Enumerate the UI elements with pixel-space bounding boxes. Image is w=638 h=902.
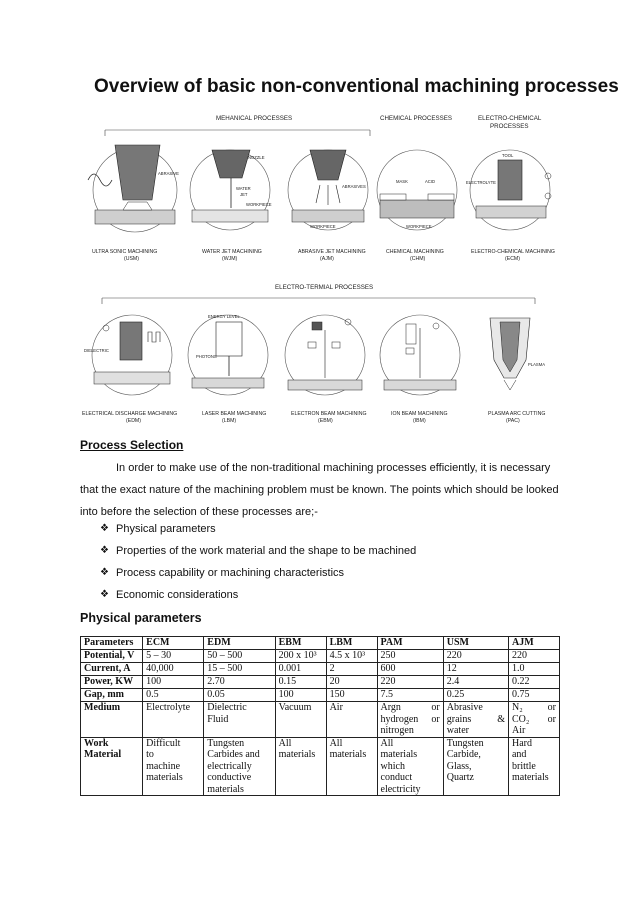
caption-wjm: WATER JET MACHINING [202, 249, 262, 255]
list-item [100, 540, 416, 562]
caption-edm-abbr: (EDM) [126, 418, 141, 424]
label-abrasives: ABRASIVES [342, 184, 366, 189]
cell-line: Abrasive [446, 702, 483, 713]
table-header-cell: ECM [143, 637, 204, 650]
list-item-text: Economic considerations [116, 589, 239, 601]
table-header-row [81, 637, 560, 650]
cell-line: N₂ or [511, 702, 556, 713]
cell-line: and [511, 749, 527, 760]
cell-line: which [380, 760, 405, 772]
cell-line: materials [380, 749, 418, 760]
table-row [81, 663, 560, 676]
cell-line: machine [146, 760, 181, 772]
group-label-electrochemical: ELECTRO-CHEMICAL [478, 115, 542, 122]
table-cell: 200 x 10³ [275, 650, 326, 663]
table-header-cell: Parameters [81, 637, 143, 650]
caption-ecm-abbr: (ECM) [505, 256, 520, 262]
table-cell: 220 [443, 650, 508, 663]
label-dielectric: DIELECTRIC [84, 348, 109, 353]
table-cell: 15 – 500 [204, 663, 275, 676]
cell-line: Dielectric [207, 702, 247, 713]
cell-line: hydrogen or [380, 713, 440, 725]
label-jet: JET [240, 192, 248, 197]
diagram-wjm [190, 150, 272, 262]
table-header-cell: LBM [326, 637, 377, 650]
diamond-bullet-icon: ❖ [100, 567, 109, 578]
cell-line: conduct [380, 772, 413, 783]
row-label: Potential, V [81, 650, 143, 663]
list-item [100, 562, 416, 584]
caption-chm-abbr: (CHM) [410, 256, 426, 262]
table-header-cell: USM [443, 637, 508, 650]
table-cell: 150 [326, 689, 377, 702]
table-cell: 100 [143, 676, 204, 689]
table-cell [326, 737, 377, 796]
group-label-electrothermal: ELECTRO-TERMIAL PROCESSES [275, 284, 374, 291]
list-item [100, 584, 416, 606]
selection-points-list [100, 518, 416, 606]
cell-line: materials [329, 749, 367, 760]
table-cell: 100 [275, 689, 326, 702]
table-cell: 2.4 [443, 676, 508, 689]
label-energy-level: ENERGY LEVEL [208, 314, 240, 319]
cell-line: Hard [511, 737, 532, 749]
diamond-bullet-icon: ❖ [100, 523, 109, 534]
cell-line: conductive [207, 772, 252, 783]
cell-line: Quartz [446, 772, 474, 783]
table-header-cell: EDM [204, 637, 275, 650]
list-item-text: Physical parameters [116, 523, 216, 535]
diagram-ajm [288, 150, 368, 262]
cell-line: CO₂ or [511, 713, 556, 725]
process-selection-paragraph: In order to make use of the non-traditional machining processes efficiently, it is necessary that the exact nature of the machining problem must be known. The points which should be looked into before the selection of these processes are;- [80, 462, 559, 518]
cell-line: All [329, 737, 343, 749]
table-cell: 2 [326, 663, 377, 676]
cell-line: All [278, 737, 292, 749]
cell-line: Glass, [446, 760, 472, 772]
label-workpiece-ajm: WORKPIECE [310, 224, 336, 229]
cell-line: electricity [380, 783, 421, 795]
table-header-cell: EBM [275, 637, 326, 650]
cell-line: to [146, 749, 154, 760]
caption-ibm-abbr: (IBM) [413, 418, 426, 424]
cell-line: materials [207, 783, 244, 795]
table-cell: 0.25 [443, 689, 508, 702]
cell-line: Work [84, 737, 109, 749]
table-cell: 0.15 [275, 676, 326, 689]
table-cell: 0.22 [508, 676, 559, 689]
table-cell: 4.5 x 10³ [326, 650, 377, 663]
row-label: Power, KW [81, 676, 143, 689]
label-electrolyte: ELECTROLYTE [466, 180, 496, 185]
physical-parameters-table [80, 636, 560, 796]
diamond-bullet-icon: ❖ [100, 545, 109, 556]
diagram-lbm [188, 314, 268, 424]
label-workpiece-wjm: WORKPIECE [246, 202, 272, 207]
table-row [81, 689, 560, 702]
cell-line: Air [511, 725, 526, 736]
cell-line: All [380, 737, 394, 749]
cell-line: Tungsten [207, 737, 245, 749]
caption-wjm-abbr: (WJM) [222, 256, 238, 262]
row-label: Medium [81, 702, 143, 738]
table-cell: 0.75 [508, 689, 559, 702]
row-label: Current, A [81, 663, 143, 676]
process-overview-diagram [80, 60, 619, 430]
label-nozzle: NOZZLE [248, 155, 265, 160]
table-cell [204, 702, 275, 738]
cell-line: materials [278, 749, 316, 760]
cell-line: water [446, 725, 469, 736]
list-item-text: Properties of the work material and the shape to be machined [116, 545, 417, 557]
table-cell: 0.05 [204, 689, 275, 702]
table-cell [443, 702, 508, 738]
label-water: WATER [236, 186, 251, 191]
table-row-work-material [81, 737, 560, 796]
diagram-usm [88, 145, 179, 262]
table-cell: Air [326, 702, 377, 738]
table-cell [143, 737, 204, 796]
caption-ajm-abbr: (AJM) [320, 256, 334, 262]
table-cell [508, 702, 559, 738]
table-cell: 2.70 [204, 676, 275, 689]
cell-line: brittle [511, 760, 536, 772]
table-cell [204, 737, 275, 796]
caption-edm: ELECTRICAL DISCHARGE MACHINING [82, 411, 178, 417]
label-abrasive: ABRASIVE [158, 171, 179, 176]
table-cell: 0.001 [275, 663, 326, 676]
table-cell: 0.5 [143, 689, 204, 702]
caption-chm: CHEMICAL MACHINING [386, 249, 444, 255]
table-row-medium [81, 702, 560, 738]
label-photons: PHOTONS [196, 354, 217, 359]
caption-usm: ULTRA SONIC MACHINING [92, 249, 158, 255]
caption-ebm: ELECTRON BEAM MACHINING [291, 411, 367, 417]
table-header-cell: PAM [377, 637, 443, 650]
list-item-text: Process capability or machining characteristics [116, 567, 345, 579]
table-cell [508, 737, 559, 796]
table-cell: 250 [377, 650, 443, 663]
diagram-pac [488, 318, 545, 424]
diagram-ecm [466, 150, 555, 262]
cell-line: electrically [207, 760, 252, 772]
process-overview-figure [80, 60, 619, 430]
cell-line: Argn or [380, 702, 440, 713]
cell-line: Tungsten [446, 737, 484, 749]
diagram-edm [82, 315, 177, 424]
cell-line: grains & [446, 713, 505, 725]
label-plasma: PLASMA [528, 362, 545, 367]
caption-pac: PLASMA ARC CUTTING [488, 411, 546, 417]
diamond-bullet-icon: ❖ [100, 589, 109, 600]
caption-ajm: ABRASIVE JET MACHINING [298, 249, 366, 255]
table-cell: Electrolyte [143, 702, 204, 738]
table-cell: 7.5 [377, 689, 443, 702]
cell-line: materials [511, 772, 549, 783]
caption-lbm: LASER BEAM MACHINING [202, 411, 267, 417]
table-cell [275, 737, 326, 796]
table-cell [377, 737, 443, 796]
table-cell: 40,000 [143, 663, 204, 676]
cell-line: Carbide, [446, 749, 481, 760]
caption-usm-abbr: (USM) [124, 256, 139, 262]
group-label-electrochemical-2: PROCESSES [490, 123, 529, 130]
cell-line: materials [146, 772, 183, 783]
caption-pac-abbr: (PAC) [506, 418, 520, 424]
table-row [81, 650, 560, 663]
table-cell: 600 [377, 663, 443, 676]
process-selection-heading: Process Selection [80, 438, 184, 452]
physical-parameters-heading: Physical parameters [80, 611, 202, 625]
table-cell: 220 [508, 650, 559, 663]
table-row [81, 676, 560, 689]
cell-line: Carbides and [207, 749, 260, 760]
diagram-chm [377, 150, 457, 262]
label-tool: TOOL [502, 153, 514, 158]
group-label-mechanical: MEHANICAL PROCESSES [216, 115, 293, 122]
cell-line: Difficult [146, 737, 181, 749]
table-cell: 20 [326, 676, 377, 689]
cell-line: Material [84, 749, 122, 760]
label-workpiece-chm: WORKPIECE [406, 224, 432, 229]
list-item [100, 518, 416, 540]
caption-ibm: ION BEAM MACHINING [391, 411, 448, 417]
cell-line: nitrogen [380, 725, 414, 736]
table-cell: 50 – 500 [204, 650, 275, 663]
row-label: Gap, mm [81, 689, 143, 702]
label-mask: MASK [396, 179, 408, 184]
caption-lbm-abbr: (LBM) [222, 418, 237, 424]
table-cell: 220 [377, 676, 443, 689]
table-cell: 1.0 [508, 663, 559, 676]
table-cell: Vacuum [275, 702, 326, 738]
diagram-ebm [285, 315, 367, 424]
diagram-ibm [380, 315, 460, 424]
table-cell: 5 – 30 [143, 650, 204, 663]
table-cell [377, 702, 443, 738]
caption-ebm-abbr: (EBM) [318, 418, 333, 424]
caption-ecm: ELECTRO-CHEMICAL MACHINING [471, 249, 555, 255]
table-cell: 12 [443, 663, 508, 676]
cell-line: Fluid [207, 713, 229, 725]
row-label [81, 737, 143, 796]
group-label-chemical: CHEMICAL PROCESSES [380, 115, 452, 122]
table-header-cell: AJM [508, 637, 559, 650]
figure-title: Overview of basic non-conventional machining processes [94, 76, 619, 97]
label-acid: ACID [425, 179, 436, 184]
table-cell [443, 737, 508, 796]
